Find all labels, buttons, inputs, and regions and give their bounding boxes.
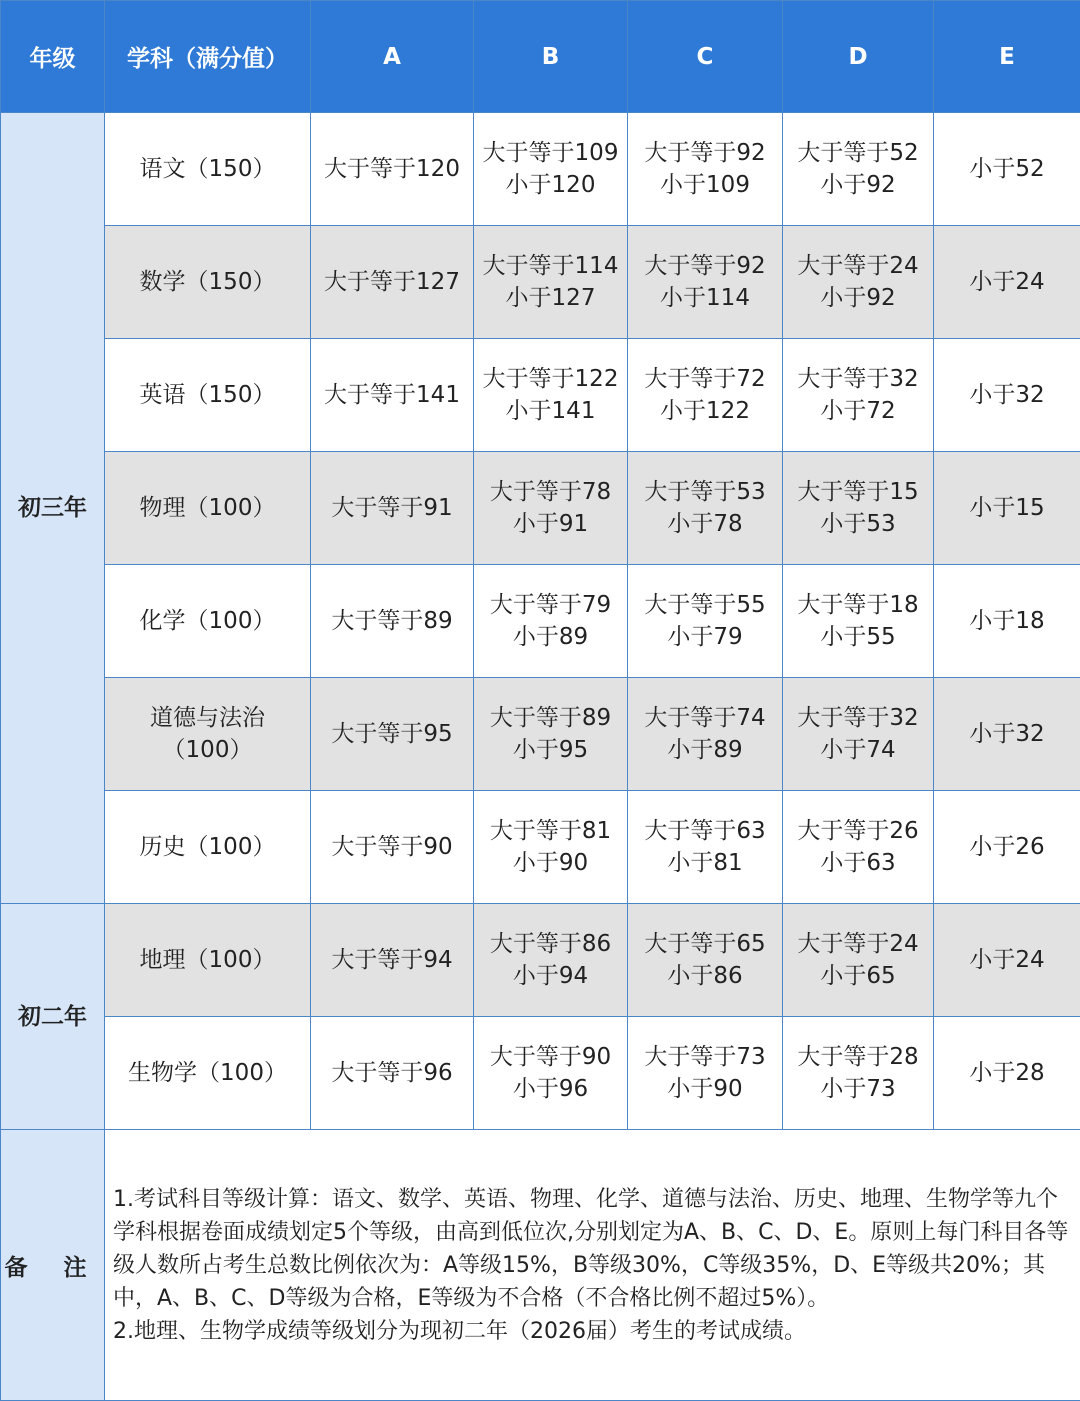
level-b-cell xyxy=(474,791,628,904)
range-line: 大于等于15 xyxy=(783,476,933,508)
table-row xyxy=(1,452,1080,565)
level-a-cell xyxy=(311,904,474,1017)
header-level-c: C xyxy=(628,1,783,113)
range-line: 小于127 xyxy=(474,282,627,314)
header-grade: 年级 xyxy=(1,1,105,113)
subject-cell xyxy=(105,565,311,678)
range-line: 大于等于109 xyxy=(474,137,627,169)
level-c-cell xyxy=(628,1017,783,1130)
range-line: 大于等于79 xyxy=(474,589,627,621)
level-e-cell xyxy=(934,452,1080,565)
level-d-cell xyxy=(783,1017,934,1130)
range-line: 大于等于78 xyxy=(474,476,627,508)
range-line: 小于18 xyxy=(934,605,1080,637)
header-level-d: D xyxy=(783,1,934,113)
subject-line: 英语（150） xyxy=(105,379,310,411)
level-e-cell xyxy=(934,339,1080,452)
range-line: 大于等于90 xyxy=(474,1041,627,1073)
range-line: 小于120 xyxy=(474,169,627,201)
level-c-cell xyxy=(628,904,783,1017)
subject-line: 化学（100） xyxy=(105,605,310,637)
range-line: 大于等于24 xyxy=(783,250,933,282)
range-line: 小于24 xyxy=(934,944,1080,976)
range-line: 小于32 xyxy=(934,718,1080,750)
table-row xyxy=(1,339,1080,452)
range-line: 大于等于92 xyxy=(628,250,782,282)
range-line: 小于95 xyxy=(474,734,627,766)
level-b-cell xyxy=(474,1017,628,1130)
range-line: 大于等于28 xyxy=(783,1041,933,1073)
level-a-cell xyxy=(311,1017,474,1130)
range-line: 小于73 xyxy=(783,1073,933,1105)
range-line: 小于74 xyxy=(783,734,933,766)
range-line: 大于等于74 xyxy=(628,702,782,734)
range-line: 大于等于81 xyxy=(474,815,627,847)
table-row xyxy=(1,113,1080,226)
range-line: 大于等于92 xyxy=(628,137,782,169)
range-line: 小于89 xyxy=(628,734,782,766)
level-c-cell xyxy=(628,452,783,565)
range-line: 大于等于89 xyxy=(311,605,473,637)
range-line: 大于等于86 xyxy=(474,928,627,960)
table-row xyxy=(1,565,1080,678)
header-subject: 学科（满分值） xyxy=(105,1,311,113)
range-line: 大于等于122 xyxy=(474,363,627,395)
range-line: 大于等于53 xyxy=(628,476,782,508)
level-a-cell xyxy=(311,113,474,226)
range-line: 大于等于65 xyxy=(628,928,782,960)
level-e-cell xyxy=(934,113,1080,226)
range-line: 小于32 xyxy=(934,379,1080,411)
level-d-cell xyxy=(783,113,934,226)
range-line: 小于53 xyxy=(783,508,933,540)
notes-row xyxy=(1,1130,1080,1401)
range-line: 小于26 xyxy=(934,831,1080,863)
range-line: 大于等于96 xyxy=(311,1057,473,1089)
subject-cell xyxy=(105,904,311,1017)
level-b-cell xyxy=(474,565,628,678)
table-row xyxy=(1,678,1080,791)
range-line: 大于等于94 xyxy=(311,944,473,976)
level-e-cell xyxy=(934,904,1080,1017)
range-line: 小于72 xyxy=(783,395,933,427)
level-b-cell xyxy=(474,904,628,1017)
subject-line: 语文（150） xyxy=(105,153,310,185)
notes-label: 备 注 xyxy=(1,1130,105,1401)
level-a-cell xyxy=(311,791,474,904)
range-line: 大于等于120 xyxy=(311,153,473,185)
table-row xyxy=(1,1017,1080,1130)
range-line: 小于24 xyxy=(934,266,1080,298)
level-c-cell xyxy=(628,113,783,226)
range-line: 小于89 xyxy=(474,621,627,653)
range-line: 大于等于127 xyxy=(311,266,473,298)
subject-cell xyxy=(105,791,311,904)
subject-cell xyxy=(105,678,311,791)
level-a-cell xyxy=(311,565,474,678)
subject-cell xyxy=(105,452,311,565)
level-b-cell xyxy=(474,339,628,452)
level-e-cell xyxy=(934,226,1080,339)
level-a-cell xyxy=(311,339,474,452)
range-line: 大于等于73 xyxy=(628,1041,782,1073)
subject-cell xyxy=(105,226,311,339)
range-line: 小于96 xyxy=(474,1073,627,1105)
range-line: 小于86 xyxy=(628,960,782,992)
range-line: 大于等于72 xyxy=(628,363,782,395)
subject-line: 生物学（100） xyxy=(105,1057,310,1089)
level-b-cell xyxy=(474,113,628,226)
level-c-cell xyxy=(628,339,783,452)
level-e-cell xyxy=(934,678,1080,791)
table-body xyxy=(1,113,1080,1130)
subject-cell xyxy=(105,1017,311,1130)
range-line: 小于90 xyxy=(474,847,627,879)
level-d-cell xyxy=(783,452,934,565)
table-row xyxy=(1,904,1080,1017)
subject-line: 道德与法治 xyxy=(105,702,310,734)
range-line: 小于94 xyxy=(474,960,627,992)
range-line: 大于等于91 xyxy=(311,492,473,524)
range-line: 小于52 xyxy=(934,153,1080,185)
range-line: 小于109 xyxy=(628,169,782,201)
level-c-cell xyxy=(628,565,783,678)
range-line: 小于114 xyxy=(628,282,782,314)
header-row xyxy=(1,1,1080,113)
range-line: 小于28 xyxy=(934,1057,1080,1089)
range-line: 大于等于63 xyxy=(628,815,782,847)
level-e-cell xyxy=(934,565,1080,678)
range-line: 大于等于55 xyxy=(628,589,782,621)
notes-text xyxy=(105,1130,1080,1401)
level-d-cell xyxy=(783,226,934,339)
subject-cell xyxy=(105,113,311,226)
level-a-cell xyxy=(311,678,474,791)
range-line: 小于91 xyxy=(474,508,627,540)
level-d-cell xyxy=(783,904,934,1017)
range-line: 小于92 xyxy=(783,169,933,201)
range-line: 小于81 xyxy=(628,847,782,879)
note-line-2: 2.地理、生物学成绩等级划分为现初二年（2026届）考生的考试成绩。 xyxy=(113,1315,1074,1348)
level-c-cell xyxy=(628,226,783,339)
range-line: 大于等于114 xyxy=(474,250,627,282)
level-a-cell xyxy=(311,226,474,339)
level-d-cell xyxy=(783,339,934,452)
range-line: 小于141 xyxy=(474,395,627,427)
range-line: 小于55 xyxy=(783,621,933,653)
subject-line: 物理（100） xyxy=(105,492,310,524)
range-line: 小于63 xyxy=(783,847,933,879)
range-line: 大于等于89 xyxy=(474,702,627,734)
range-line: 小于92 xyxy=(783,282,933,314)
header-level-a: A xyxy=(311,1,474,113)
table-row xyxy=(1,791,1080,904)
range-line: 大于等于141 xyxy=(311,379,473,411)
range-line: 小于15 xyxy=(934,492,1080,524)
level-e-cell xyxy=(934,791,1080,904)
grade-cell: 初三年 xyxy=(1,113,105,904)
level-b-cell xyxy=(474,226,628,339)
range-line: 小于78 xyxy=(628,508,782,540)
header-level-e: E xyxy=(934,1,1080,113)
level-d-cell xyxy=(783,791,934,904)
range-line: 大于等于95 xyxy=(311,718,473,750)
level-a-cell xyxy=(311,452,474,565)
range-line: 大于等于24 xyxy=(783,928,933,960)
level-c-cell xyxy=(628,678,783,791)
range-line: 小于90 xyxy=(628,1073,782,1105)
range-line: 大于等于52 xyxy=(783,137,933,169)
subject-line: 数学（150） xyxy=(105,266,310,298)
range-line: 大于等于26 xyxy=(783,815,933,847)
level-b-cell xyxy=(474,678,628,791)
level-b-cell xyxy=(474,452,628,565)
level-e-cell xyxy=(934,1017,1080,1130)
subject-cell xyxy=(105,339,311,452)
table-row xyxy=(1,226,1080,339)
range-line: 大于等于32 xyxy=(783,702,933,734)
range-line: 大于等于32 xyxy=(783,363,933,395)
subject-line: 历史（100） xyxy=(105,831,310,863)
level-c-cell xyxy=(628,791,783,904)
grade-cell: 初二年 xyxy=(1,904,105,1130)
note-line-1: 1.考试科目等级计算：语文、数学、英语、物理、化学、道德与法治、历史、地理、生物学等九个学科根据卷面成绩划定5个等级，由高到低位次,分别划定为A、B、C、D、E。原则上每门科目各等级人数所占考生总数比例依次为：A等级15%，B等级30%，C等级35%，D、E等级共20%；其中，A、B、C、D等级为合格，E等级为不合格（不合格比例不超过5%）。 xyxy=(113,1183,1074,1315)
level-d-cell xyxy=(783,678,934,791)
subject-line: 地理（100） xyxy=(105,944,310,976)
range-line: 小于65 xyxy=(783,960,933,992)
range-line: 小于79 xyxy=(628,621,782,653)
range-line: 大于等于90 xyxy=(311,831,473,863)
range-line: 大于等于18 xyxy=(783,589,933,621)
level-d-cell xyxy=(783,565,934,678)
header-level-b: B xyxy=(474,1,628,113)
range-line: 小于122 xyxy=(628,395,782,427)
subject-line: （100） xyxy=(105,734,310,766)
